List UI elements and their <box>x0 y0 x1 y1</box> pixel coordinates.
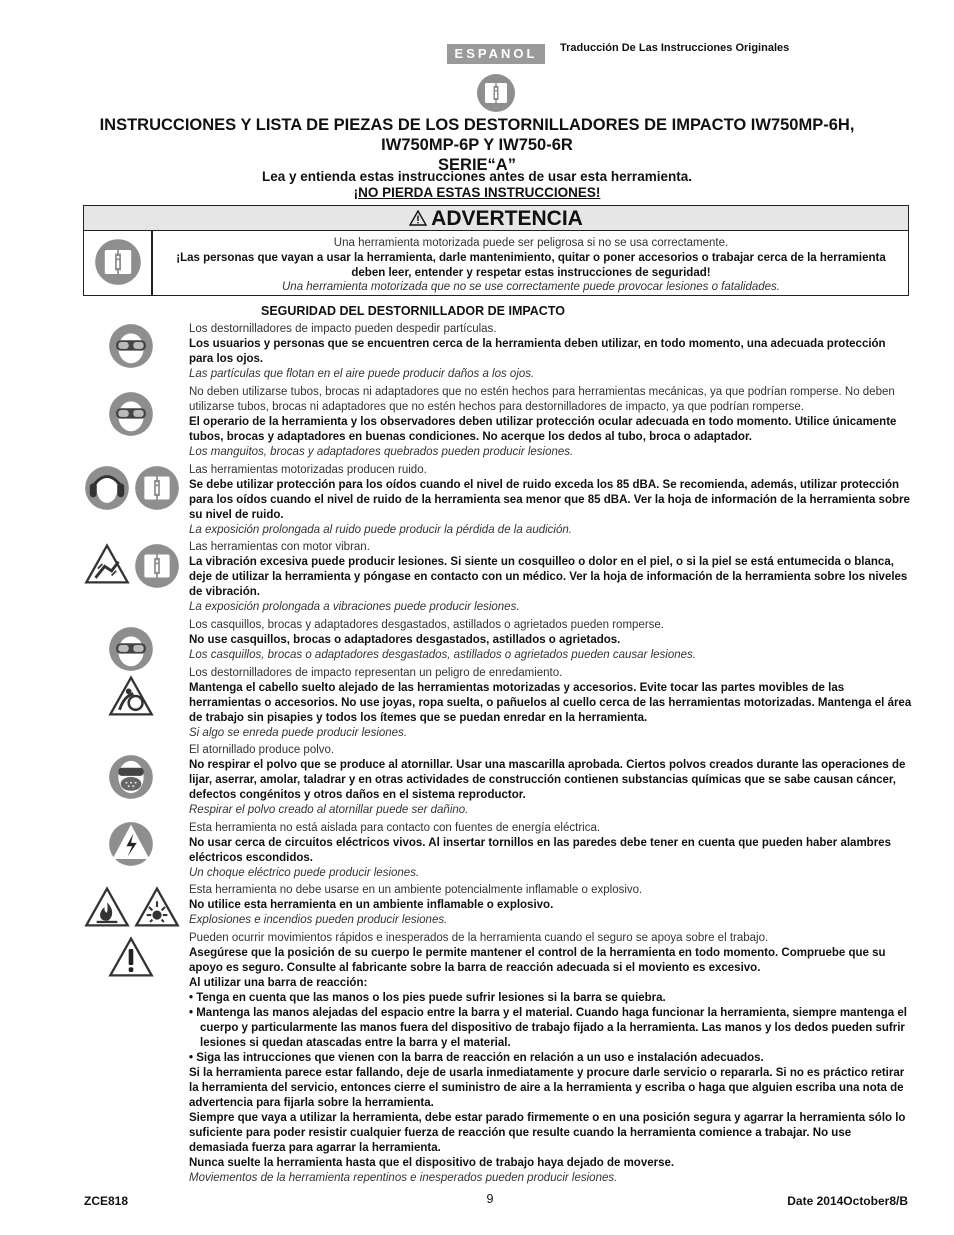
section-title: SEGURIDAD DEL DESTORNILLADOR DE IMPACTO <box>261 304 565 318</box>
warning-heading <box>84 206 908 231</box>
block-7-instruction: No respirar el polvo que se produce al atornillar. Usar una mascarilla aprobada. Ciertos polvos creados durante las operaciones de lijar, aserrar, amolar, taladrar y en otras actividades de construcción contienen substancias químicas que se sabe causan cáncer, defectos congénitos y otros daños en el sistema reproductor. <box>189 759 906 801</box>
goggles-icon <box>108 626 154 672</box>
block-4-instruction: La vibración excesiva puede producir lesiones. Si siente un cosquilleo o dolor en el piel, o si la piel se está entumecida o blanca, deje de utilizar la herramienta y póngase en contacto con un médico. Ver la hoja de información de la herramienta sobre los niveles de vibración. <box>189 556 908 598</box>
block-10-bullet-3: • Siga las intrucciones que vienen con la barra de reacción en relación a un uso e instalación adecuados. <box>189 1052 764 1064</box>
block-1-consequence: Las partículas que flotan en el aire puede producir daños a los ojos. <box>189 368 535 380</box>
read-manual-icon <box>476 73 516 113</box>
safety-block-sockets <box>189 385 913 460</box>
document-title-line-2: IW750MP-6P Y IW750-6R <box>381 136 573 154</box>
block-4-intro: Las herramientas con motor vibran. <box>189 541 370 553</box>
block-1-instruction: Los usuarios y personas que se encuentren cerca de la herramienta deben utilizar, en todo momento, una adecuada protección para los ojos. <box>189 338 886 365</box>
explosion-icon <box>134 886 180 928</box>
footer-code: ZCE818 <box>84 1194 129 1208</box>
block-6-consequence: Si algo se enreda puede producir lesiones. <box>189 727 408 739</box>
block-5-consequence: Los casquillos, brocas o adaptadores desgastados, astillados o agrietados pueden causar lesiones. <box>189 649 696 661</box>
safety-block-worn-accessories <box>189 618 913 663</box>
goggles-icon <box>108 323 154 369</box>
safety-block-entanglement <box>189 666 913 741</box>
vibration-icon <box>84 543 130 585</box>
read-manual-icon <box>94 238 142 286</box>
keep-instructions-note: ¡NO PIERDA ESTAS INSTRUCCIONES! <box>353 185 601 200</box>
safety-block-noise <box>189 463 913 538</box>
safety-block-explosive <box>189 883 913 928</box>
block-10-instruction-5: Nunca suelte la herramienta hasta que el dispositivo de trabajo haya dejado de moverse. <box>189 1157 675 1169</box>
language-badge: ESPANOL <box>447 44 545 64</box>
goggles-icon <box>108 391 154 437</box>
block-10-consequence: Moviementos de la herramienta repentinos e inesperados pueden producir lesiones. <box>189 1172 618 1184</box>
safety-block-electric <box>189 821 913 881</box>
block-8-intro: Esta herramienta no está aislada para contacto con fuentes de energía eléctrica. <box>189 822 601 834</box>
block-3-instruction: Se debe utilizar protección para los oídos cuando el nivel de ruido exceda los 85 dBA. Se recomienda, además, utilizar protección para los oídos cuando el nivel de ruido de la herramienta sea menor que 85 dBA. Ver la hoja de información de la herramienta sobre su nivel de ruido. <box>189 479 910 521</box>
electric-shock-icon <box>108 821 154 867</box>
safety-block-reaction <box>189 931 913 1186</box>
footer-date: Date 2014October8/B <box>787 1194 908 1208</box>
safety-block-vibration <box>189 540 913 615</box>
block-5-instruction: No use casquillos, brocas o adaptadores desgastados, astillados o agrietados. <box>189 634 621 646</box>
block-10-instruction-1: Asegúrese que la posición de su cuerpo le permite mantener el control de la herramienta en todo momento. Compruebe que su apoyo es seguro. Consulte al fabricante sobre la barra de reacción adecuada si el moviento es excesivo. <box>189 947 886 974</box>
block-9-consequence: Explosiones e incendios pueden producir lesiones. <box>189 914 448 926</box>
block-10-instruction-3: Si la herramienta parece estar fallando, deje de usarla inmediatamente y procure darle servicio o repararla. Si no es práctico retirar la herramienta del servicio, entonces cierre el suministro de aire a la herramienta y escriba o haga que alguien escriba una nota de advertencia para fijarla sobre la herramienta. <box>189 1067 905 1109</box>
document-title-line-1: INSTRUCCIONES Y LISTA DE PIEZAS DE LOS DESTORNILLADORES DE IMPACTO IW750MP-6H, <box>99 116 855 134</box>
warning-heading-text: ADVERTENCIA <box>431 207 583 230</box>
block-2-consequence: Los manguitos, brocas y adaptadores quebrados pueden producir lesiones. <box>189 446 574 458</box>
entanglement-icon <box>108 675 154 717</box>
warning-line-1: Una herramienta motorizada puede ser peligrosa si no se usa correctamente. <box>333 237 729 249</box>
block-6-intro: Los destornilladores de impacto representan un peligro de enredamiento. <box>189 667 563 679</box>
warning-divider <box>151 231 153 296</box>
block-8-consequence: Un choque eléctrico puede producir lesiones. <box>189 867 420 879</box>
block-7-intro: El atornillado produce polvo. <box>189 744 335 756</box>
block-10-instruction-4: Siempre que vaya a utilizar la herramienta, debe estar parado firmemente o en una posición segura y agarrar la herramienta sólo lo suficiente para poder resistir cualquier fuerza de reacción que resulte cuando la herramienta comience a trabajar. No use demasiada fuerza para agarrar la herramienta. <box>189 1112 906 1154</box>
read-manual-icon <box>134 465 180 511</box>
footer-page-number: 9 <box>486 1192 494 1206</box>
safety-block-particles <box>189 322 913 382</box>
block-10-bullet-1: • Tenga en cuenta que las manos o los pies puede sufrir lesiones si la barra se quiebra. <box>189 992 666 1004</box>
block-8-instruction: No usar cerca de circuitos eléctricos vivos. Al insertar tornillos en las paredes debe tener en cuenta que pueden haber alambres eléctricos escondidos. <box>189 837 891 864</box>
block-7-consequence: Respirar el polvo creado al atornillar puede ser dañino. <box>189 804 469 816</box>
block-10-bullet-2: • Mantenga las manos alejadas del espacio entre la barra y el material. Cuando haga funcionar la herramienta, siempre mantenga el cuerpo y particularmente las manos fuera del dispositivo de trabajo fijado a la herramienta. Las manos y los dedos pueden sufrir lesiones si quedan atascadas entre la barra y el material. <box>189 1007 907 1049</box>
block-2-intro: No deben utilizarse tubos, brocas ni adaptadores que no estén hechos para herramientas mecánicas, ya que podrían romperse. No deben utilizarse tubos, brocas ni adaptadores que no estén hechos para destornilladores de impacto, ya que podrían romperse. <box>189 386 895 413</box>
block-3-consequence: La exposición prolongada al ruido puede producir la pérdida de la audición. <box>189 524 572 536</box>
block-10-intro: Pueden ocurrir movimientos rápidos e inesperados de la herramienta cuando el seguro se apoya sobre el trabajo. <box>189 932 769 944</box>
block-4-consequence: La exposición prolongada a vibraciones puede producir lesiones. <box>189 601 520 613</box>
document-title-line-3: SERIE“A” <box>438 156 516 174</box>
warning-line-3: Una herramienta motorizada que no se use correctamente puede provocar lesiones o fatalidades. <box>282 281 780 293</box>
block-2-instruction: El operario de la herramienta y los observadores deben utilizar protección ocular adecuada en todo momento. Utilice únicamente tubos, brocas y adaptadores en buenas condiciones. No acerque los dedos al tubo, broca o adaptador. <box>189 416 897 443</box>
block-1-intro: Los destornilladores de impacto pueden despedir partículas. <box>189 323 497 335</box>
warning-line-2: ¡Las personas que vayan a usar la herramienta, darle mantenimiento, quitar o poner accesorios o trabajar cerca de la herramienta deben leer, entender y respetar estas instrucciones de seguridad! <box>176 252 886 279</box>
warning-triangle-icon <box>409 210 427 226</box>
block-6-instruction: Mantenga el cabello suelto alejado de las herramientas motorizadas y accesorios. Evite tocar las partes movibles de las herramientas o accesorios. No use joyas, ropa suelta, o pañuelos al cuello cerca de las herramientas motorizadas. Mantenga el área de trabajo sin pisapies y todos los ítemes que se puedan enredar en la herramienta. <box>189 682 912 724</box>
block-5-intro: Los casquillos, brocas y adaptadores desgastados, astillados o agrietados pueden romperse. <box>189 619 664 631</box>
block-9-instruction: No utilice esta herramienta en un ambiente inflamable o explosivo. <box>189 899 554 911</box>
ear-protection-icon <box>84 465 130 511</box>
read-manual-icon <box>134 543 180 589</box>
read-instructions-note: Lea y entienda estas instrucciones antes de usar esta herramienta. <box>262 169 692 184</box>
fire-icon <box>84 886 130 928</box>
block-3-intro: Las herramientas motorizadas producen ruido. <box>189 464 427 476</box>
safety-block-dust <box>189 743 913 818</box>
respirator-icon <box>108 754 154 800</box>
general-warning-icon <box>108 936 154 978</box>
block-10-instruction-2: Al utilizar una barra de reacción: <box>189 977 368 989</box>
header-note: Traducción De Las Instrucciones Originales <box>560 42 790 54</box>
block-9-intro: Esta herramienta no debe usarse en un ambiente potencialmente inflamable o explosivo. <box>189 884 643 896</box>
